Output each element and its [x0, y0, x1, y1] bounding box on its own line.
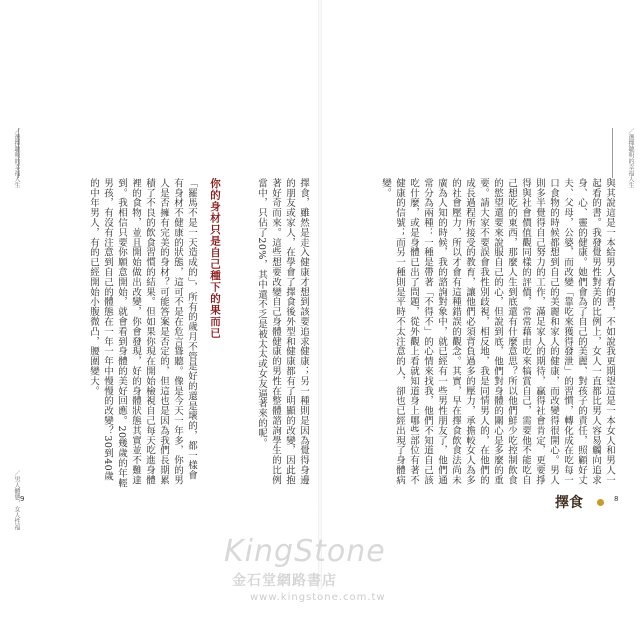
section-heading: 你的身材只是自己種下的果而已: [209, 178, 221, 339]
right-page-body-text: 與其說這是一本給男人看的書，不如說我更期望這是一本女人和男人一起看的書。我發覺男性對美的比例上，女人一直都比男人容易觸向追求身、心、靈的健康。她們會為了自己的美麗、對孩子的責任，照顧好丈夫、父母，公婆，而改變「靠吃來獲得發泄」的習慣，轉化成在吃每一口食物的時候都想到自己的美麗和家人的健康，而改變得很開心。男人則多半覺得自己努力的工作，滿足家人的期待，贏得社會肯定，更要掙得與社會價值觀同樣的評價，常常藉由吃來犒賞自己，需要他不能吃自己想吃的東西，那麼人生到底還有什麼意思？所以他們鮮少吃控制飲食的慾望還要來說服自己的心，但說到底，他們對身體的關心是多麼的重要。請大家不要誤會我性別歧視，相反地，我是同情男人的，在他們的成長過程所接受的教育，讓他們必須背負過多的壓力，承擔較女人為多的社會壓力，所以才會有這種錯誤的觀念。其實，早在擇食飲食法尚未廣為人知的時候，我的諮詢對象中，就已經有一些男性朋友了，他們通常分為兩種：一種是帶著「不得不」的心情來找我，他們不知道自己該吃什麼，或是身體已出了問題，從外觀上看就知道身上哪些部位有著不健康的信號；而另一種則是平時不太注意的人，卻也已經出現了身體病變。: [380, 178, 615, 485]
watermark-store-name: 金石堂網路書店: [232, 573, 337, 589]
brand-logo-dot-icon: [597, 499, 604, 506]
header-rule-right: [612, 128, 613, 178]
brand-logo-text: 擇食: [555, 495, 583, 511]
watermark-name: KingStone: [224, 534, 386, 569]
running-header-left: ／選擇聰明的幸福人生: [13, 128, 20, 188]
left-page-body-text-b: 「羅馬不是一天造成的」，所有的歲月不管是好的還是壞的，都一樣會有身材不健康的狀態，這可不是在危言聳聽。像是今天一年多，你的男人是否擁有完美的身材？可能答案是否定的，但這也是因為我們長期累積了不良的飲食習慣的結果。但如果你現在開始檢視自己每天吃進身體裡的食物，並且開始做出改變，你會發現，好的身體狀態其實並不難達到。我相信只要你願意開始，就會看到身體的美好回應。20幾歲的年輕男孩，有沒有注意到自己的體態在一年一年中慢慢的改變？30到40歲的中年男人，有的已經開始小腹微凸，腰圍變大。: [88, 178, 197, 488]
page-number-right: 8: [614, 495, 619, 503]
page-number-left: 9: [20, 495, 25, 503]
book-gutter: [318, 0, 322, 590]
watermark-url: www.kingstone.com.tw: [250, 592, 386, 603]
running-footer-left: ／男人體態，女人性福: [13, 470, 20, 530]
running-header-right: ／選擇聰明的幸福人生: [627, 128, 634, 188]
left-page-body-text-a: 擇食，雖然是走入健康才想到該要追求健康；另一種則是因為覺得身邊的朋友或家人，在學會了擇食後外型和健康都有了明顯的改變，因此抱著好奇而來。這些想要改變自己身體健康的男性在整體諮詢學生的比例當中，只佔了20%，其中還不乏是被太太或女友逼著來的呢。: [256, 178, 309, 485]
